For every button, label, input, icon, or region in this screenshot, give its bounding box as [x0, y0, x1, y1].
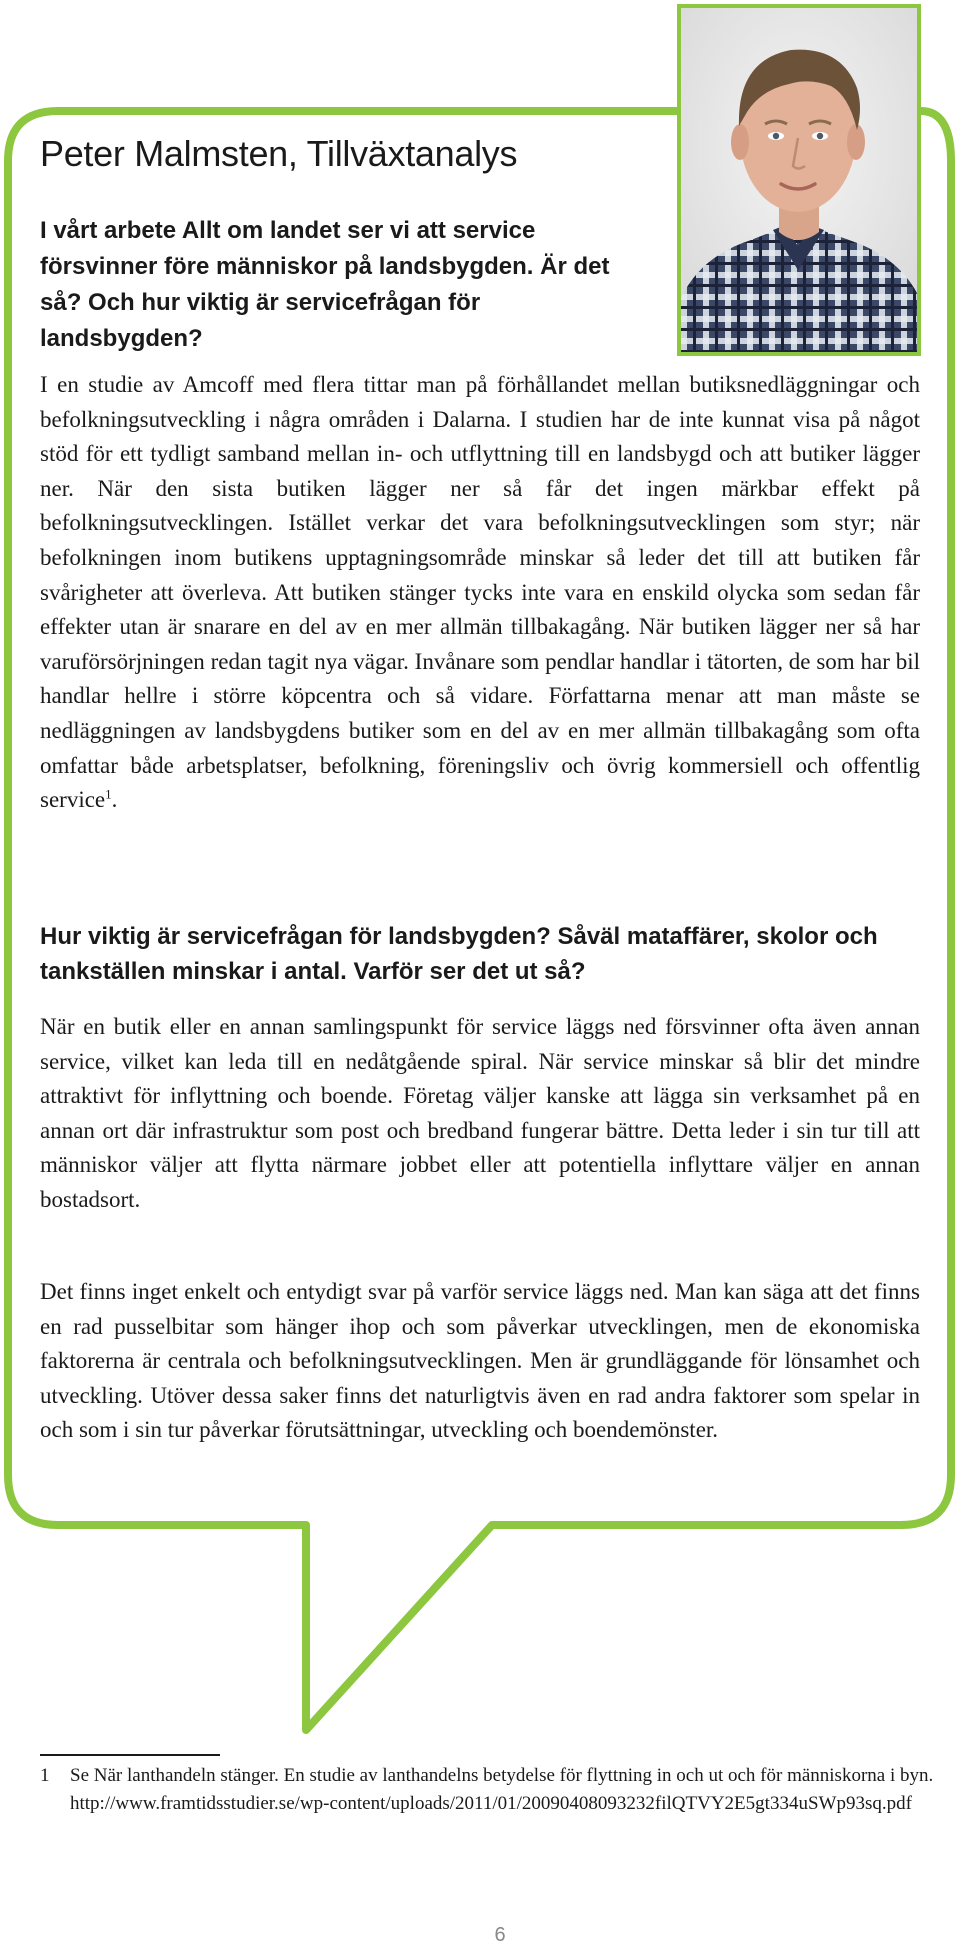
section-question: Hur viktig är servicefrågan för landsbygden? Såväl mataffärer, skolor och tankställen minskar i antal. Varför ser det ut så? [40, 923, 878, 985]
paragraph-1-text: I en studie av Amcoff med flera tittar man på förhållandet mellan butiksnedläggningar och befolkningsutveckling i några områden i Dalarna. I studien har de inte kunnat visa på något stöd för ett tydligt samband mellan in- och utflyttning till en landsbygd och att butiker lägger ner. När den sista butiken lägger ner så får det ingen märkbar effekt på befolkningsutvecklingen. Istället verkar det vara befolkningsutvecklingen som styr; när befolkningen inom butikens upptagningsområde minskar så leder det till att butiken får svårigheter att överleva. Att butiken stänger tycks inte vara en enskild olycka som sedan får effekter utan är snarare en del av en mer allmän tillbakagång. När butiken lägger ner så har varuförsörjningen redan tagit nya vägar. Invånare som pendlar handlar i tätorten, de som har bil handlar hellre i större köpcentra och så vidare. Författarna menar att man måste se nedläggningen av landsbygdens butiker som en del av en mer allmän tillbakagång som ofta omfattar både arbetsplatser, befolkning, föreningsliv och övrig kommersiell och offentlig service [40, 372, 920, 813]
paragraph-1-end: . [111, 787, 118, 813]
page-number: 6 [494, 1924, 506, 1946]
footnote-reference[interactable]: 1 [105, 786, 112, 802]
portrait-photo [677, 4, 921, 356]
page-title: Peter Malmsten, Tillväxtanalys [40, 133, 518, 174]
paragraph-2: När en butik eller en annan samlingspunkt för service läggs ned försvinner ofta även annan service, vilket kan leda till en nedåtgående spiral. När service minskar så blir det mindre attraktivt för inflyttning och boende. Företag väljer kanske att lägga sin verksamhet på en annan ort där infrastruktur som post och bredband fungerar bättre. Detta leder i sin tur till att människor väljer att flytta närmare jobbet eller att potentiella inflyttare väljer en annan bostadsort. [40, 1014, 920, 1212]
intro-question: I vårt arbete Allt om landet ser vi att service försvinner före människor på landsbygden. Är det så? Och hur viktig är servicefrågan för landsbygden? [40, 217, 610, 352]
paragraph-3: Det finns inget enkelt och entydigt svar på varför service läggs ned. Man kan säga att det finns en rad pusselbitar som hänger ihop och som påverkar utvecklingen, men de ekonomiska faktorerna är centrala och befolkningsutvecklingen. Men är grundläggande för lönsamhet och utveckling. Utöver dessa saker finns det naturligtvis även en rad andra faktorer som spelar in och som i sin tur påverkar förutsättningar, utveckling och boendemönster. [40, 1279, 920, 1443]
footnote-number: 1 [40, 1765, 50, 1786]
paragraph-1 [40, 368, 920, 818]
footnote [40, 1762, 940, 1818]
footnote-text[interactable]: Se När lanthandeln stänger. En studie av lanthandelns betydelse för flyttning in och ut och för människorna i byn. http://www.framtidsstudier.se/wp-content/uploads/2011/01/20090408093232filQTVY2E5gt334uSWp93sq.pdf [70, 1765, 934, 1814]
footnote-divider [40, 1754, 220, 1756]
